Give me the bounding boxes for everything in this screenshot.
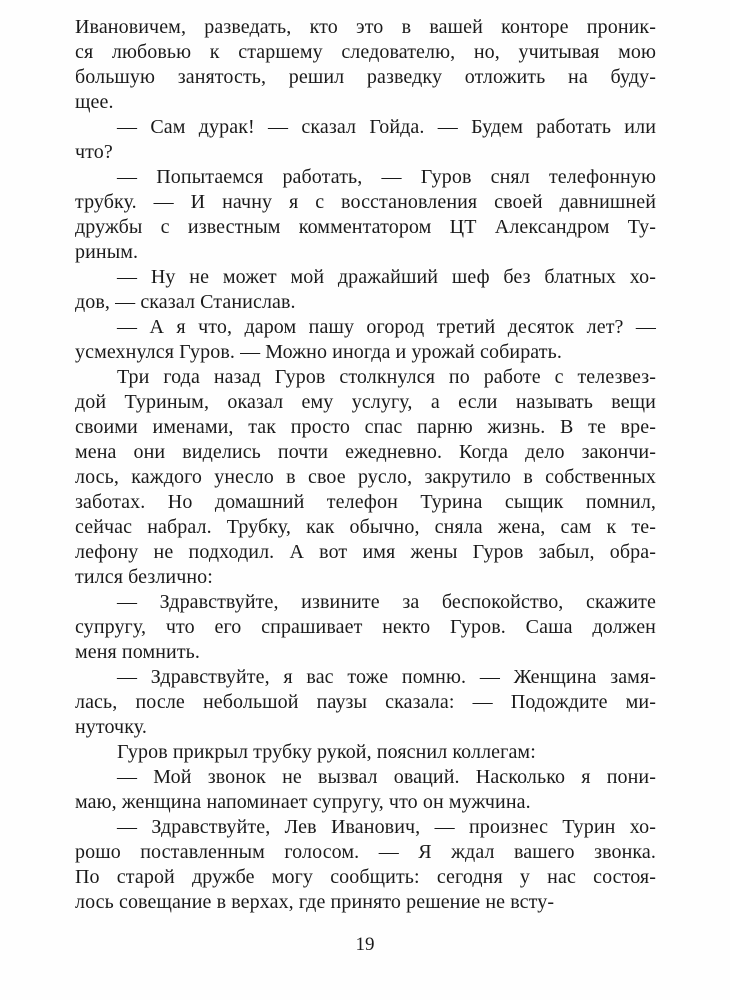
- text-line: лефону не подходил. А вот имя жены Гуров забыл, обра-: [75, 541, 656, 563]
- text-line: Гуров прикрыл трубку рукой, пояснил коллегам:: [117, 741, 536, 763]
- text-line: лось, каждого унесло в свое русло, закрутило в собственных: [75, 466, 656, 488]
- paragraph: [75, 315, 656, 365]
- text-line: щее.: [75, 91, 114, 113]
- text-line: — Мой звонок не вызвал оваций. Насколько я пони-: [117, 766, 656, 788]
- paragraph: [75, 765, 656, 815]
- text-line: супругу, что его спрашивает некто Гуров. Саша должен: [75, 616, 656, 638]
- paragraph: [75, 665, 656, 740]
- text-line: лась, после небольшой паузы сказала: — Подождите ми-: [75, 691, 656, 713]
- paragraph: [75, 740, 656, 765]
- text-line: усмехнулся Гуров. — Можно иногда и урожай собирать.: [75, 341, 562, 363]
- text-line: — Попытаемся работать, — Гуров снял телефонную: [117, 166, 656, 188]
- text-line: что?: [75, 141, 113, 163]
- page-text-block: [75, 15, 656, 915]
- paragraph: [75, 115, 656, 165]
- text-line: дружбы с известным комментатором ЦТ Александром Ту-: [75, 216, 656, 238]
- text-line: риным.: [75, 241, 139, 263]
- text-line: — Здравствуйте, Лев Иванович, — произнес Турин хо-: [117, 816, 656, 838]
- paragraph: [75, 265, 656, 315]
- text-line: рошо поставленным голосом. — Я ждал вашего звонка.: [75, 841, 656, 863]
- text-line: Ивановичем, разведать, кто это в вашей конторе проник-: [75, 16, 656, 38]
- text-line: маю, женщина напоминает супругу, что он мужчина.: [75, 791, 531, 813]
- text-line: трубку. — И начну я с восстановления своей давнишней: [75, 191, 656, 213]
- text-line: большую занятость, решил разведку отложить на буду-: [75, 66, 656, 88]
- paragraph: [75, 590, 656, 665]
- text-line: мена они виделись почти ежедневно. Когда дело закончи-: [75, 441, 656, 463]
- text-line: — Здравствуйте, извините за беспокойство, скажите: [117, 591, 656, 613]
- text-line: — Ну не может мой дражайший шеф без блатных хо-: [117, 266, 656, 288]
- text-line: — Здравствуйте, я вас тоже помню. — Женщина замя-: [117, 666, 656, 688]
- text-line: сейчас набрал. Трубку, как обычно, сняла жена, сам к те-: [75, 516, 656, 538]
- text-line: — А я что, даром пашу огород третий десяток лет? —: [117, 316, 656, 338]
- text-line: ся любовью к старшему следователю, но, учитывая мою: [75, 41, 656, 63]
- page-number: 19: [355, 934, 375, 955]
- text-line: — Сам дурак! — сказал Гойда. — Будем работать или: [117, 116, 656, 138]
- text-line: заботах. Но домашний телефон Турина сыщик помнил,: [75, 491, 656, 513]
- text-line: меня помнить.: [75, 641, 200, 663]
- text-line: Три года назад Гуров столкнулся по работе с телезвез-: [117, 366, 656, 388]
- text-line: своими именами, так просто спас парню жизнь. В те вре-: [75, 416, 656, 438]
- paragraph: [75, 815, 656, 915]
- paragraph: [75, 15, 656, 115]
- text-line: дой Туриным, оказал ему услугу, а если называть вещи: [75, 391, 656, 413]
- paragraph: [75, 165, 656, 265]
- text-line: По старой дружбе могу сообщить: сегодня у нас состоя-: [75, 866, 656, 888]
- text-line: лось совещание в верхах, где принято решение не всту-: [75, 891, 555, 913]
- paragraph: [75, 365, 656, 590]
- text-line: нуточку.: [75, 716, 147, 738]
- text-line: тился безлично:: [75, 566, 213, 588]
- text-line: дов, — сказал Станислав.: [75, 291, 296, 313]
